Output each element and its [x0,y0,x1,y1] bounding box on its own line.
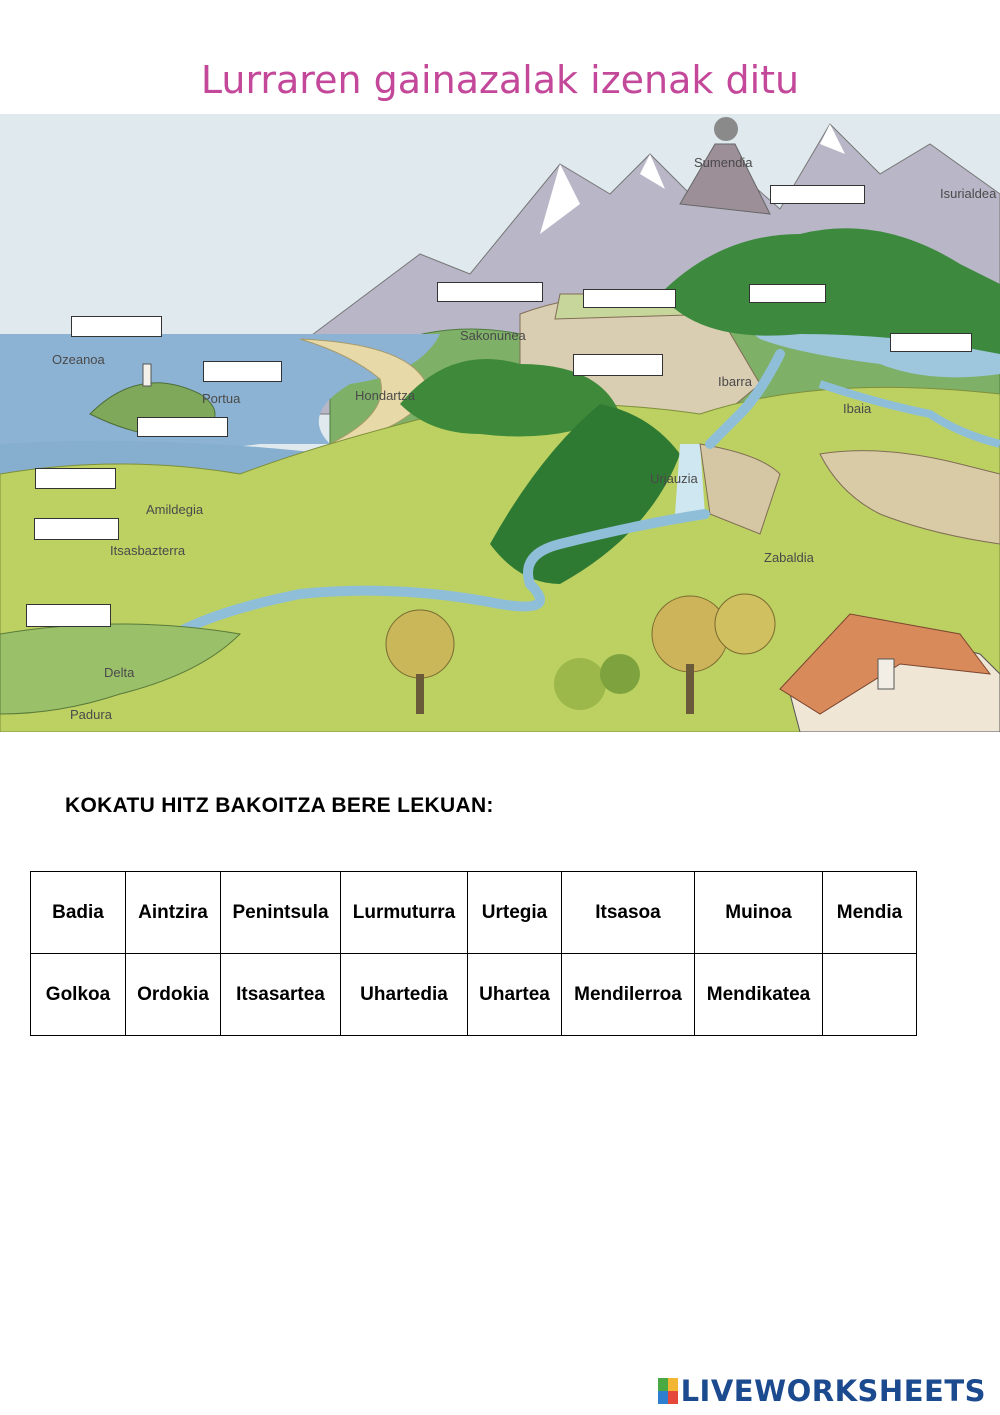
label-itsasbazterra: Itsasbazterra [110,543,186,558]
page-title: Lurraren gainazalak izenak ditu [200,58,800,102]
word-cell[interactable]: Aintzira [126,872,221,954]
instruction: KOKATU HITZ BAKOITZA BERE LEKUAN: [65,794,494,817]
answer-box[interactable] [34,518,119,540]
word-cell[interactable]: Penintsula [221,872,341,954]
word-cell[interactable]: Urtegia [468,872,562,954]
answer-box[interactable] [26,604,111,627]
answer-box[interactable] [35,468,116,489]
label-amildegia: Amildegia [146,502,204,517]
liveworksheets-logo [658,1374,986,1408]
brand-mark-icon [658,1378,678,1404]
answer-box[interactable] [749,284,826,303]
word-cell[interactable]: Ordokia [126,954,221,1036]
word-cell[interactable]: Mendikatea [695,954,823,1036]
landscape-illustration [0,114,1000,732]
answer-box[interactable] [71,316,162,337]
word-cell[interactable]: Badia [31,872,126,954]
brand-name: LIVEWORKSHEETS [680,1374,986,1408]
label-ibaia: Ibaia [843,401,872,416]
answer-box[interactable] [573,354,663,376]
answer-box[interactable] [583,289,676,308]
answer-box[interactable] [203,361,282,382]
word-bank-row [31,872,917,954]
label-delta: Delta [104,665,135,680]
word-cell[interactable]: Itsasoa [562,872,695,954]
word-bank-row [31,954,917,1036]
label-urjauzia: Urjauzia [650,471,698,486]
word-cell[interactable]: Mendia [823,872,917,954]
word-cell[interactable]: Uhartedia [341,954,468,1036]
word-cell-empty [823,954,917,1036]
label-sakonunea: Sakonunea [460,328,526,343]
label-ibarra: Ibarra [718,374,752,389]
word-cell[interactable]: Golkoa [31,954,126,1036]
answer-box[interactable] [890,333,972,352]
label-isurialdea: Isurialdea [940,186,997,201]
word-cell[interactable]: Itsasartea [221,954,341,1036]
word-cell[interactable]: Mendilerroa [562,954,695,1036]
word-cell[interactable]: Muinoa [695,872,823,954]
answer-box[interactable] [137,417,228,437]
label-padura: Padura [70,707,112,722]
word-bank-table [30,871,917,1036]
label-hondartza: Hondartza [355,388,415,403]
answer-box[interactable] [437,282,543,302]
label-sumendia: Sumendia [694,155,753,170]
label-portua: Portua [202,391,241,406]
word-cell[interactable]: Lurmuturra [341,872,468,954]
answer-box[interactable] [770,185,865,204]
label-ozeanoa: Ozeanoa [52,352,105,367]
label-zabaldia: Zabaldia [764,550,814,565]
word-cell[interactable]: Uhartea [468,954,562,1036]
